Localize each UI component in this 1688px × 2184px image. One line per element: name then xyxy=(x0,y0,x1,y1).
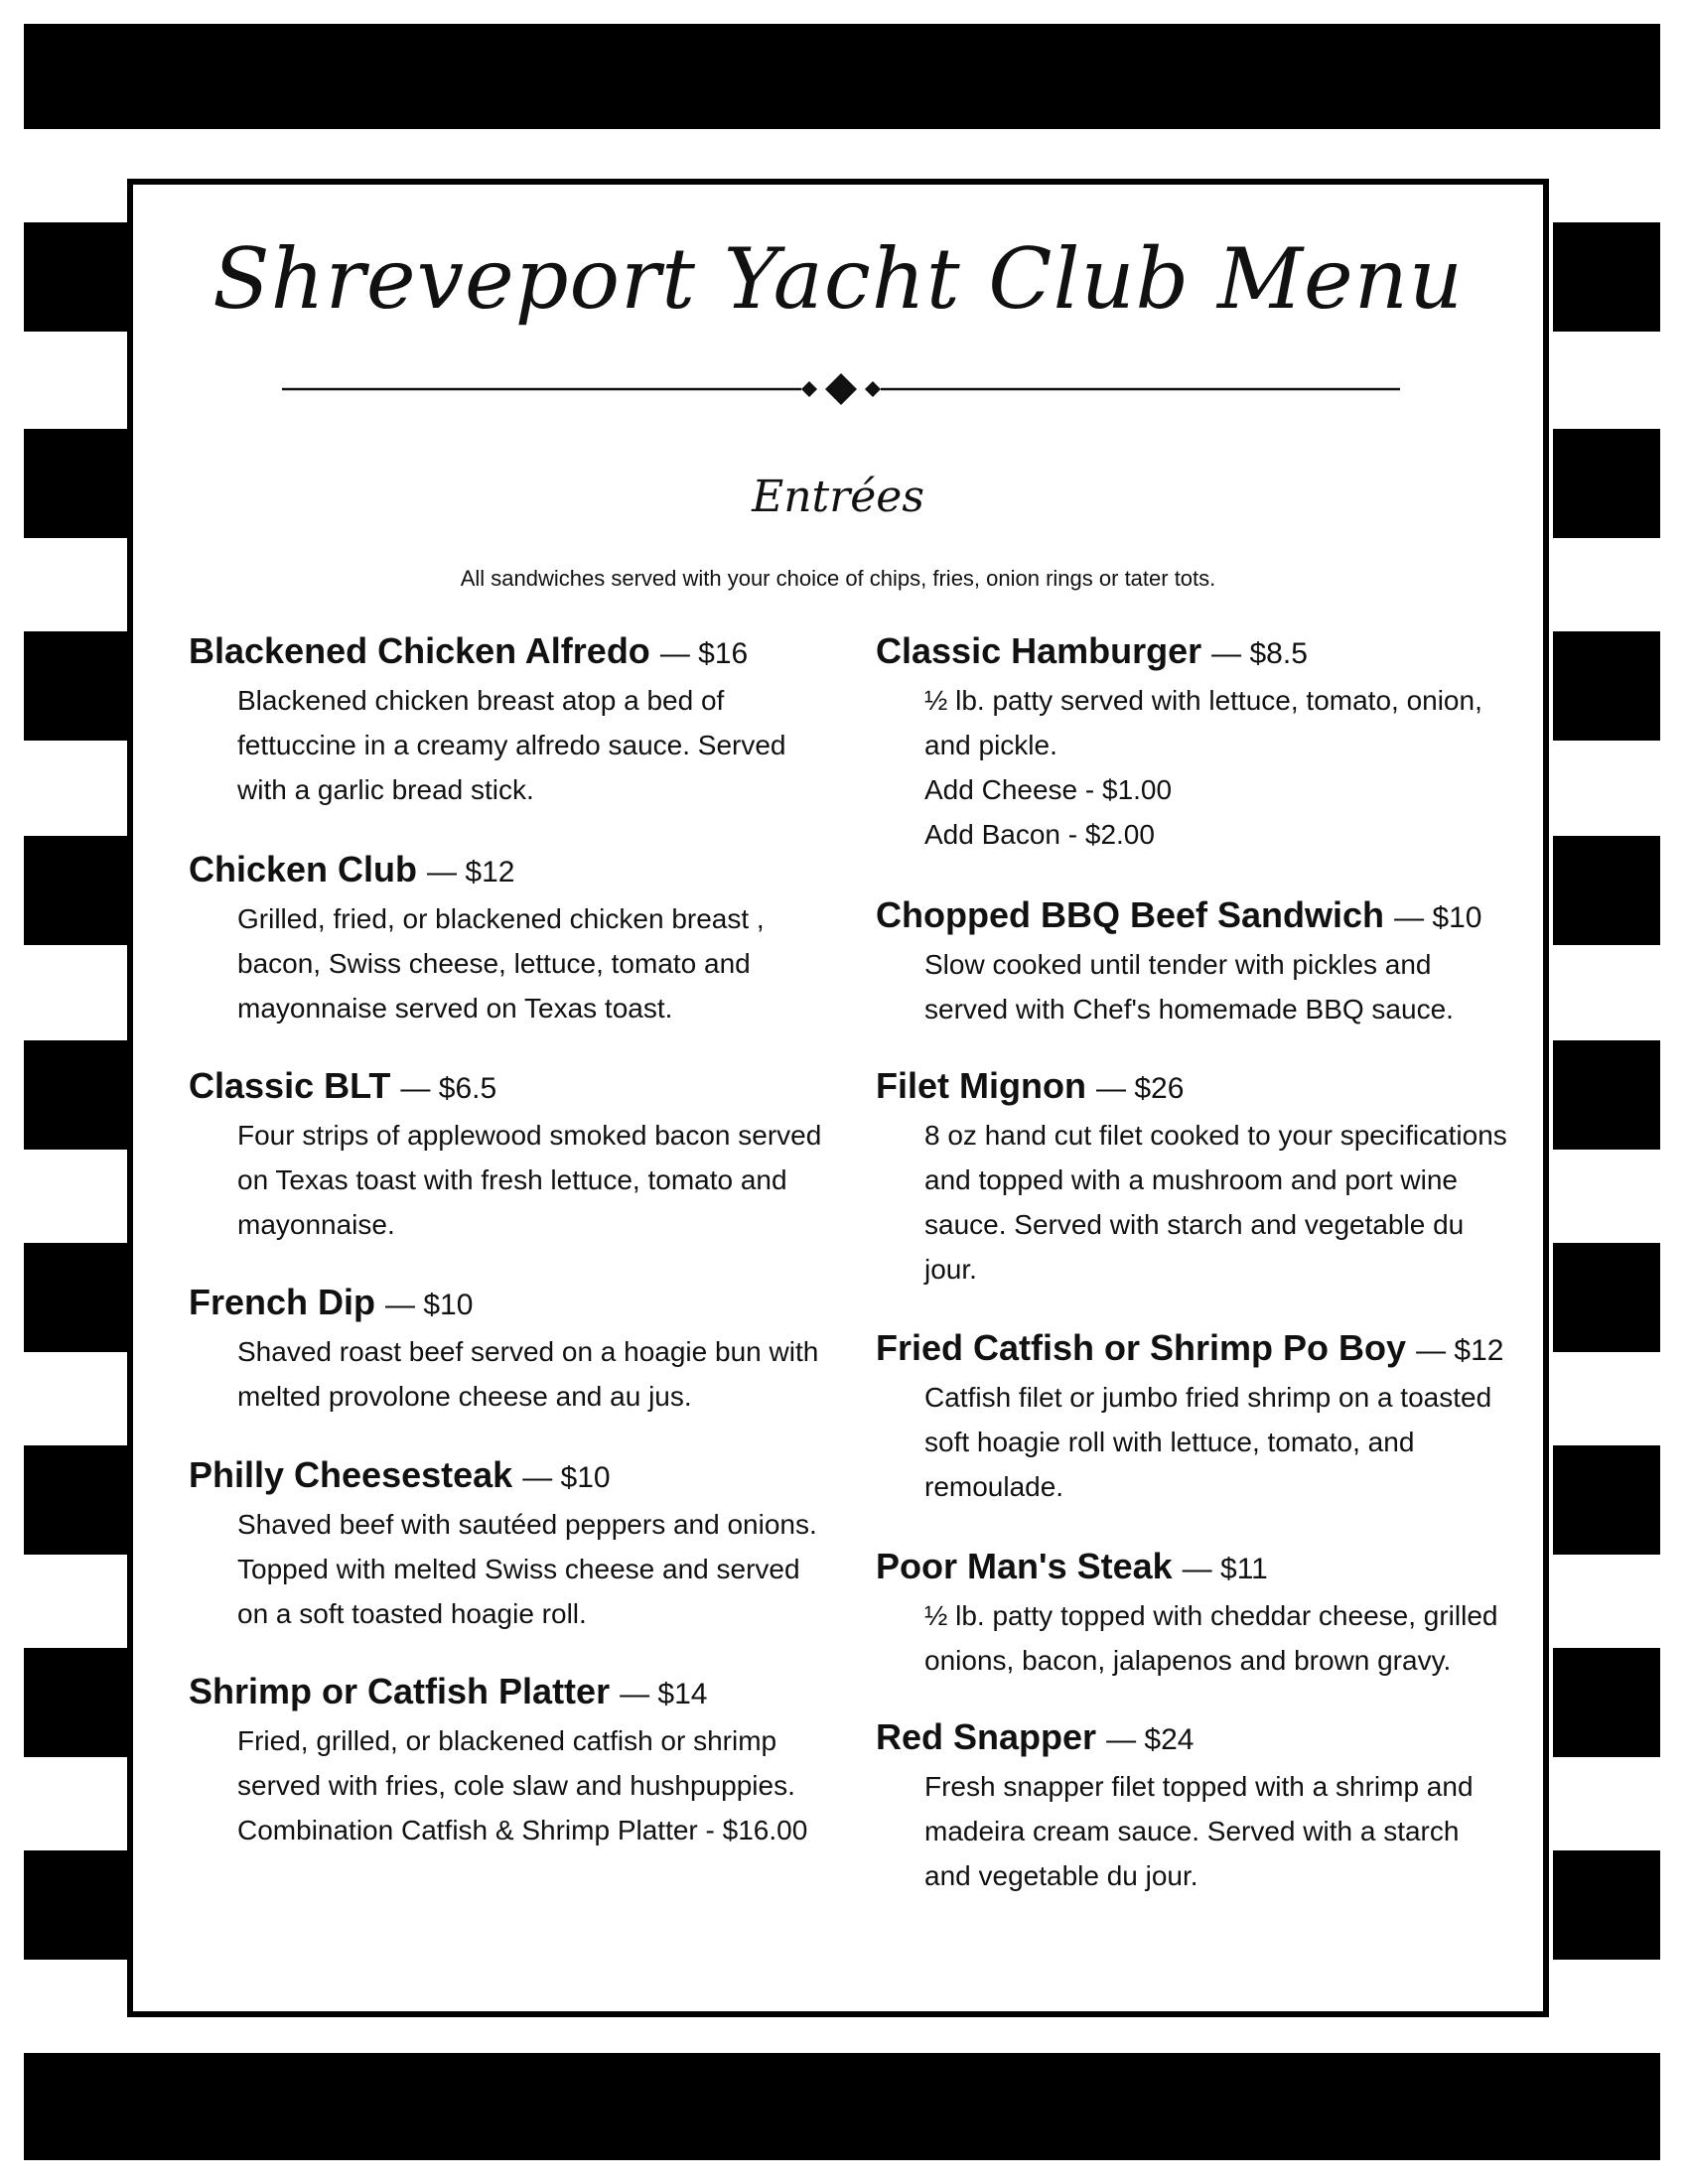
item-price: — $8.5 xyxy=(1211,637,1308,670)
item-price: — $24 xyxy=(1106,1723,1195,1756)
right-stripe xyxy=(1553,1243,1660,1352)
item-price: — $10 xyxy=(522,1461,611,1494)
menu-item xyxy=(189,1062,824,1279)
right-stripe xyxy=(1553,1445,1660,1555)
left-stripe xyxy=(24,222,131,332)
menu-item xyxy=(189,1668,824,1852)
section-subtitle: All sandwiches served with your choice of chips, fries, onion rings or tater tots. xyxy=(460,566,1216,591)
item-price: — $12 xyxy=(1416,1334,1504,1367)
item-name: Classic BLT xyxy=(189,1065,391,1106)
item-name: Philly Cheesesteak xyxy=(189,1454,513,1495)
menu-item xyxy=(876,1543,1511,1713)
menu-item xyxy=(876,627,1511,891)
left-stripe xyxy=(24,429,131,538)
menu-item xyxy=(189,627,824,846)
menu-panel xyxy=(127,179,1549,2017)
item-name: Chicken Club xyxy=(189,849,418,889)
menu-item xyxy=(189,846,824,1062)
item-description: Shaved roast beef served on a hoagie bun with melted provolone cheese and au jus. xyxy=(237,1336,819,1412)
item-description: Blackened chicken breast atop a bed of fettuccine in a creamy alfredo sauce. Served with a garlic bread stick. xyxy=(237,685,786,805)
item-name: Blackened Chicken Alfredo xyxy=(189,630,650,671)
item-price: — $16 xyxy=(659,637,749,670)
left-stripe xyxy=(24,1243,131,1352)
item-price: — $11 xyxy=(1182,1553,1268,1585)
item-description: ½ lb. patty topped with cheddar cheese, grilled onions, bacon, jalapenos and brown gravy. xyxy=(924,1600,1498,1676)
item-price: — $14 xyxy=(620,1678,708,1710)
item-name: Poor Man's Steak xyxy=(876,1546,1173,1586)
left-stripe xyxy=(24,1040,131,1150)
right-stripe xyxy=(1553,1850,1660,1960)
menu-item xyxy=(876,1324,1511,1543)
item-description: Grilled, fried, or blackened chicken breast , bacon, Swiss cheese, lettuce, tomato and mayonnaise served on Texas toast. xyxy=(237,903,765,1024)
item-name: Chopped BBQ Beef Sandwich xyxy=(876,894,1385,935)
menu-item xyxy=(876,1713,1511,1898)
right-stripe xyxy=(1553,429,1660,538)
item-addon: Add Bacon - $2.00 xyxy=(924,819,1155,850)
right-stripe xyxy=(1553,631,1660,741)
item-name: Filet Mignon xyxy=(876,1065,1086,1106)
bottom-stripe xyxy=(24,2053,1660,2160)
left-stripe xyxy=(24,631,131,741)
item-description: ½ lb. patty served with lettuce, tomato, onion, and pickle. xyxy=(924,685,1482,760)
left-stripe xyxy=(24,1648,131,1757)
section-title: Entrées xyxy=(752,472,924,522)
item-description: Slow cooked until tender with pickles and served with Chef's homemade BBQ sauce. xyxy=(924,949,1454,1024)
item-name: Classic Hamburger xyxy=(876,630,1202,671)
right-column xyxy=(876,627,1511,1898)
menu-item xyxy=(876,891,1511,1062)
item-description: Shaved beef with sautéed peppers and onions. Topped with melted Swiss cheese and served on a soft toasted hoagie roll. xyxy=(237,1509,817,1629)
item-price: — $12 xyxy=(427,856,515,888)
item-name: Shrimp or Catfish Platter xyxy=(189,1671,611,1711)
item-price: — $6.5 xyxy=(400,1072,497,1105)
item-addon: Add Cheese - $1.00 xyxy=(924,774,1173,805)
item-name: Fried Catfish or Shrimp Po Boy xyxy=(876,1327,1407,1368)
item-description: 8 oz hand cut filet cooked to your specifications and topped with a mushroom and port wine sauce. Served with starch and vegetable du jour. xyxy=(924,1120,1507,1285)
item-description: Catfish filet or jumbo fried shrimp on a toasted soft hoagie roll with lettuce, tomato, and remoulade. xyxy=(924,1382,1492,1502)
divider-ornament xyxy=(282,369,1400,409)
left-column xyxy=(189,627,824,1852)
right-stripe xyxy=(1553,1040,1660,1150)
top-stripe xyxy=(24,24,1660,129)
item-description: Fried, grilled, or blackened catfish or shrimp served with fries, cole slaw and hushpuppies. xyxy=(237,1725,795,1801)
item-price: — $26 xyxy=(1095,1072,1185,1105)
item-price: — $10 xyxy=(1394,901,1482,934)
item-price: — $10 xyxy=(385,1289,474,1321)
menu-item xyxy=(876,1062,1511,1324)
left-stripe xyxy=(24,836,131,945)
left-stripe xyxy=(24,1850,131,1960)
menu-item xyxy=(189,1279,824,1451)
item-description: Four strips of applewood smoked bacon served on Texas toast with fresh lettuce, tomato and mayonnaise. xyxy=(237,1120,822,1240)
item-description: Fresh snapper filet topped with a shrimp and madeira cream sauce. Served with a starch and vegetable du jour. xyxy=(924,1771,1474,1891)
right-stripe xyxy=(1553,1648,1660,1757)
item-extra-option: Combination Catfish & Shrimp Platter - $16.00 xyxy=(237,1815,808,1845)
item-name: Red Snapper xyxy=(876,1716,1097,1757)
menu-item xyxy=(189,1451,824,1668)
item-name: French Dip xyxy=(189,1282,376,1322)
left-stripe xyxy=(24,1445,131,1555)
menu-title: Shreveport Yacht Club Menu xyxy=(212,230,1464,328)
right-stripe xyxy=(1553,836,1660,945)
right-stripe xyxy=(1553,222,1660,332)
